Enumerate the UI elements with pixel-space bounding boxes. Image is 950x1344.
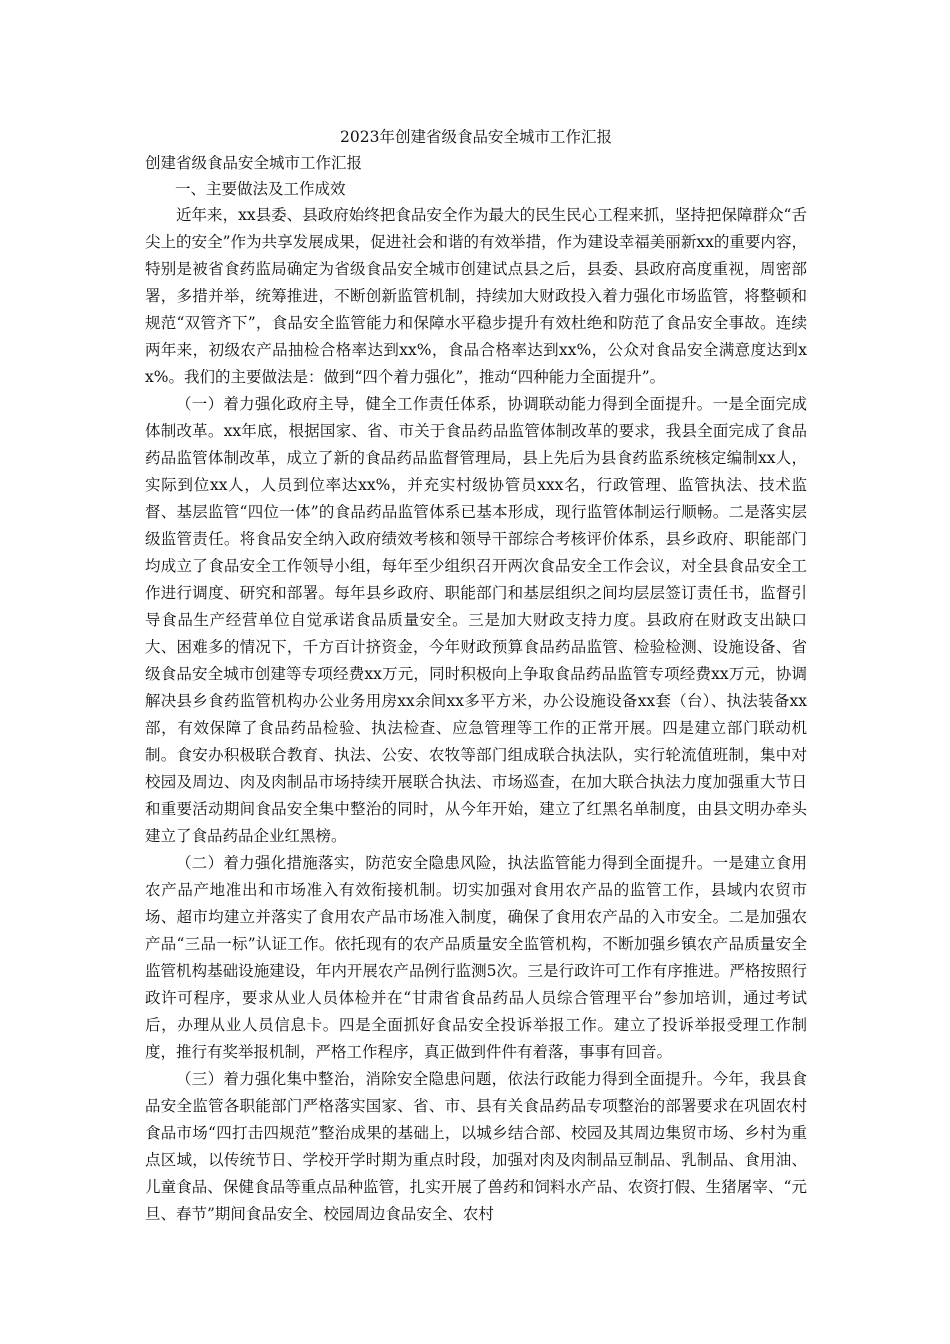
document-title: 2023年创建省级食品安全城市工作汇报 (340, 128, 612, 146)
paragraph-section-3: （三）着力强化集中整治，消除安全隐患问题，依法行政能力得到全面提升。今年，我县食品安全监管各职能部门严格落实国家、省、市、县有关食品药品专项整治的部署要求在巩固农村食品市场“四打击四规范”整治成果的基础上，以城乡结合部、校园及其周边集贸市场、乡村为重点区域，以传统节日、学校开学时期为重点时段，加强对肉及肉制品豆制品、乳制品、食用油、儿童食品、保健食品等重点品种监管，扎实开展了兽药和饲料水产品、农资打假、生猪屠宰、“元旦、春节”期间食品安全、校园周边食品安全、农村 (145, 1070, 807, 1223)
paragraph-intro: 近年来，xx县委、县政府始终把食品安全作为最大的民生民心工程来抓，坚持把保障群众“舌尖上的安全”作为共享发展成果，促进社会和谐的有效举措，作为建设幸福美丽新xx的重要内容，特别是被省食药监局确定为省级食品安全城市创建试点县之后，县委、县政府高度重视，周密部署，多措并举，统筹推进，不断创新监管机制，持续加大财政投入着力强化市场监管，将整顿和规范“双管齐下”，食品安全监管能力和保障水平稳步提升有效杜绝和防范了食品安全事故。连续两年来，初级农产品抽检合格率达到xx%，食品合格率达到xx%，公众对食品安全满意度达到xx%。我们的主要做法是：做到“四个着力强化”，推动“四种能力全面提升”。 (145, 206, 807, 386)
section-heading: 一、主要做法及工作成效 (175, 180, 346, 198)
paragraph-section-1: （一）着力强化政府主导，健全工作责任体系，协调联动能力得到全面提升。一是全面完成体制改革。xx年底，根据国家、省、市关于食品药品监管体制改革的要求，我县全面完成了食品药品监管体制改革，成立了新的食品药品监督管理局，县上先后为县食药监系统核定编制xx人，实际到位xx人，人员到位率达xx%，并充实村级协管员xxx名，行政管理、监管执法、技术监督、基层监管“四位一体”的食品药品监管体系已基本形成，现行监管体制运行顺畅。二是落实层级监管责任。将食品安全纳入政府绩效考核和领导干部综合考核评价体系，县乡政府、职能部门均成立了食品安全工作领导小组，每年至少组织召开两次食品安全工作会议，对全县食品安全工作进行调度、研究和部署。每年县乡政府、职能部门和基层组织之间均层层签订责任书，监督引导食品生产经营单位自觉承诺食品质量安全。三是加大财政支持力度。县政府在财政支出缺口大、困难多的情况下，千方百计挤资金，今年财政预算食品药品监管、检验检测、设施设备、省级食品安全城市创建等专项经费xx万元，同时积极向上争取食品药品监管专项经费xx万元，协调解决县乡食药监管机构办公业务用房xx余间xx多平方米，办公设施设备xx套（台）、执法装备xx部，有效保障了食品药品检验、执法检查、应急管理等工作的正常开展。四是建立部门联动机制。食安办积极联合教育、执法、公安、农牧等部门组成联合执法队，实行轮流值班制，集中对校园及周边、肉及肉制品市场持续开展联合执法、市场巡查，在加大联合执法力度加强重大节日和重要活动期间食品安全集中整治的同时，从今年开始，建立了红黑名单制度，由县文明办牵头建立了食品药品企业红黑榜。 (145, 395, 807, 845)
paragraph-section-2: （二）着力强化措施落实，防范安全隐患风险，执法监管能力得到全面提升。一是建立食用农产品产地准出和市场准入有效衔接机制。切实加强对食用农产品的监管工作，县域内农贸市场、超市均建立并落实了食用农产品市场准入制度，确保了食用农产品的入市安全。二是加强农产品“三品一标”认证工作。依托现有的农产品质量安全监管机构，不断加强乡镇农产品质量安全监管机构基础设施建设，年内开展农产品例行监测5次。三是行政许可工作有序推进。严格按照行政许可程序，要求从业人员体检并在“甘肃省食品药品人员综合管理平台”参加培训，通过考试后，办理从业人员信息卡。四是全面抓好食品安全投诉举报工作。建立了投诉举报受理工作制度，推行有奖举报机制，严格工作程序，真正做到件件有着落，事事有回音。 (145, 854, 807, 1061)
document-subtitle: 创建省级食品安全城市工作汇报 (145, 154, 363, 172)
document-page (145, 124, 807, 1228)
